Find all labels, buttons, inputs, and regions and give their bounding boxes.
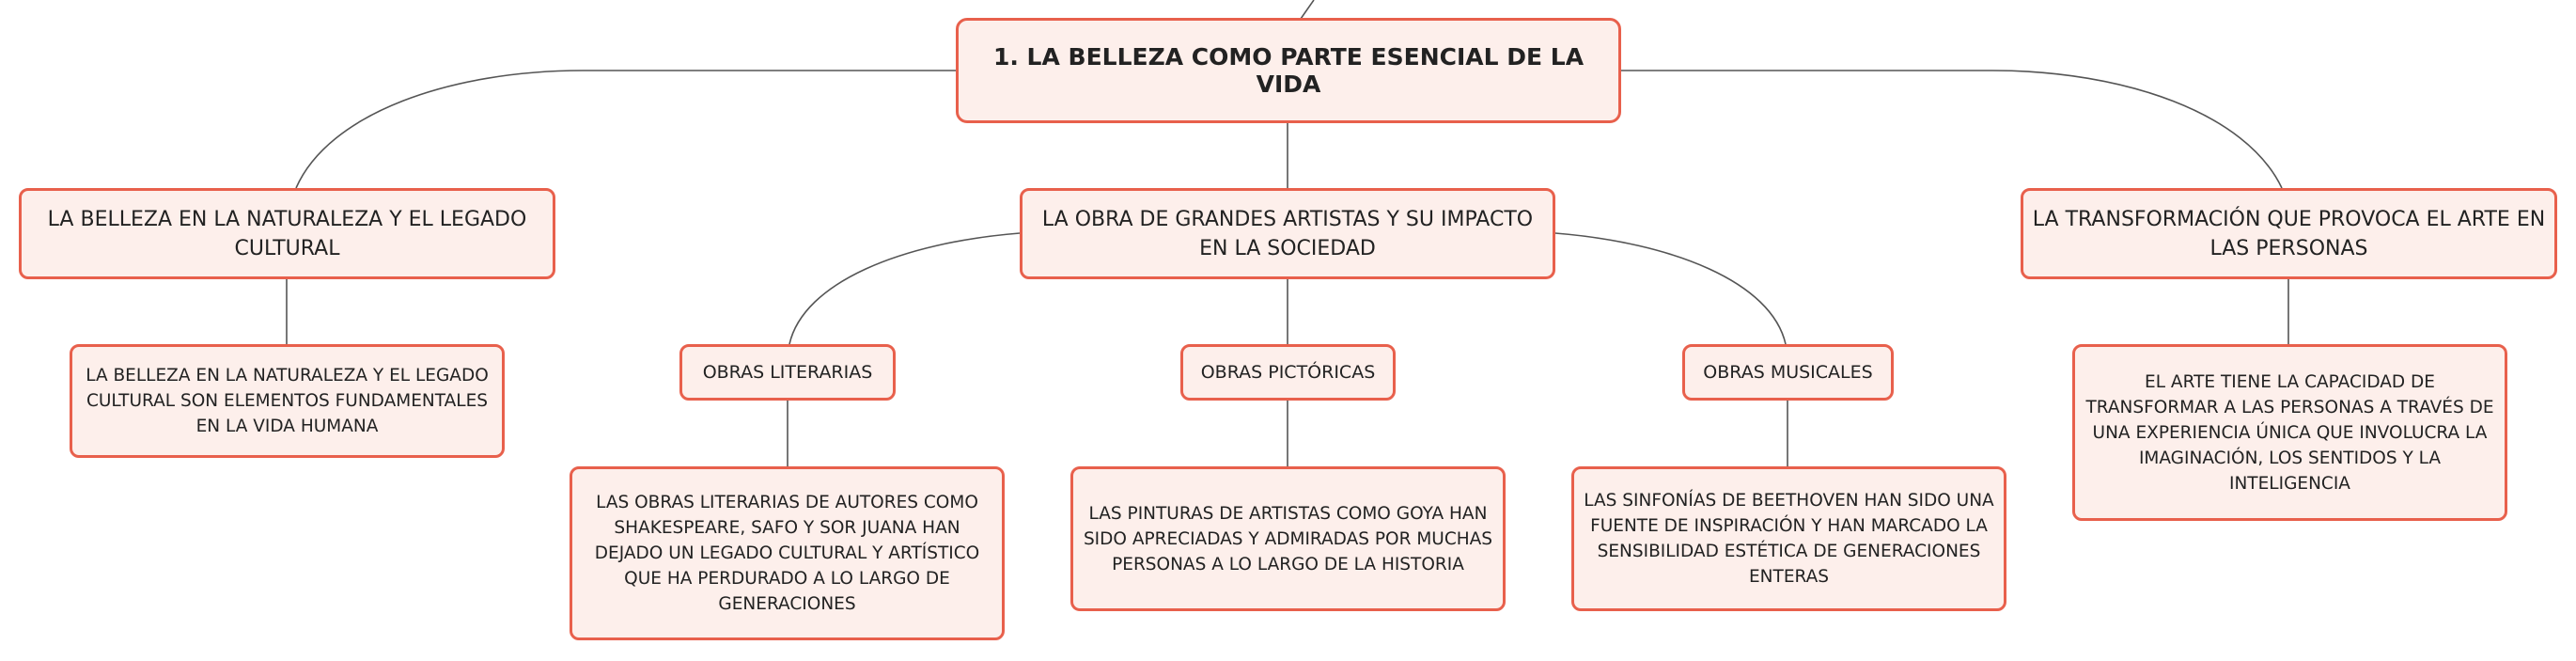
branch-node-label: LA BELLEZA EN LA NATURALEZA Y EL LEGADO CULTURAL — [47, 207, 527, 260]
sub-node-label: OBRAS LITERARIAS — [702, 362, 873, 383]
detail-node-label: LAS OBRAS LITERARIAS DE AUTORES COMO SHAKESPEARE, SAFO Y SOR JUANA HAN DEJADO UN LEGADO CULTURAL Y ARTÍSTICO QUE HA PERDURADO A LO LARGO DE GENERACIONES — [594, 493, 980, 614]
branch-node-grandes-artistas[interactable] — [1020, 188, 1555, 279]
connector-root-branch-1 — [296, 71, 956, 188]
connector-branch-2-literarias — [789, 233, 1020, 344]
connector-branch-2-musicales — [1555, 233, 1786, 344]
branch-node-label: LA TRANSFORMACIÓN QUE PROVOCA EL ARTE EN LAS PERSONAS — [2032, 207, 2546, 260]
detail-node-label: LAS PINTURAS DE ARTISTAS COMO GOYA HAN SIDO APRECIADAS Y ADMIRADAS POR MUCHAS PERSONAS A LO LARGO DE LA HISTORIA — [1083, 503, 1493, 574]
connector-root-branch-3 — [1621, 71, 2282, 188]
sub-node-obras-literarias[interactable] — [679, 344, 896, 401]
connector-root-parent — [1301, 0, 1314, 19]
leaf-node-naturaleza[interactable] — [70, 344, 505, 458]
root-node-label: 1. LA BELLEZA COMO PARTE ESENCIAL DE LA VIDA — [992, 43, 1585, 98]
sub-node-obras-musicales[interactable] — [1682, 344, 1894, 401]
leaf-node-label: EL ARTE TIENE LA CAPACIDAD DE TRANSFORMAR A LAS PERSONAS A TRAVÉS DE UNA EXPERIENCIA ÚNICA QUE INVOLUCRA LA IMAGINACIÓN, LOS SENTIDOS Y LA INTELIGENCIA — [2085, 371, 2494, 494]
leaf-node-label: LA BELLEZA EN LA NATURALEZA Y EL LEGADO CULTURAL SON ELEMENTOS FUNDAMENTALES EN LA VIDA HUMANA — [86, 366, 489, 436]
sub-node-label: OBRAS MUSICALES — [1703, 362, 1873, 383]
leaf-node-transformacion[interactable] — [2072, 344, 2507, 521]
detail-node-literarias[interactable] — [570, 466, 1005, 640]
branch-node-naturaleza[interactable] — [19, 188, 555, 279]
detail-node-musicales[interactable] — [1571, 466, 2006, 611]
detail-node-pictoricas[interactable] — [1070, 466, 1506, 611]
branch-node-label: LA OBRA DE GRANDES ARTISTAS Y SU IMPACTO EN LA SOCIEDAD — [1041, 207, 1534, 260]
sub-node-label: OBRAS PICTÓRICAS — [1200, 362, 1376, 383]
branch-node-transformacion[interactable] — [2021, 188, 2557, 279]
root-node[interactable] — [956, 18, 1621, 123]
sub-node-obras-pictoricas[interactable] — [1180, 344, 1396, 401]
detail-node-label: LAS SINFONÍAS DE BEETHOVEN HAN SIDO UNA FUENTE DE INSPIRACIÓN Y HAN MARCADO LA SENSIBILIDAD ESTÉTICA DE GENERACIONES ENTERAS — [1584, 491, 1994, 587]
